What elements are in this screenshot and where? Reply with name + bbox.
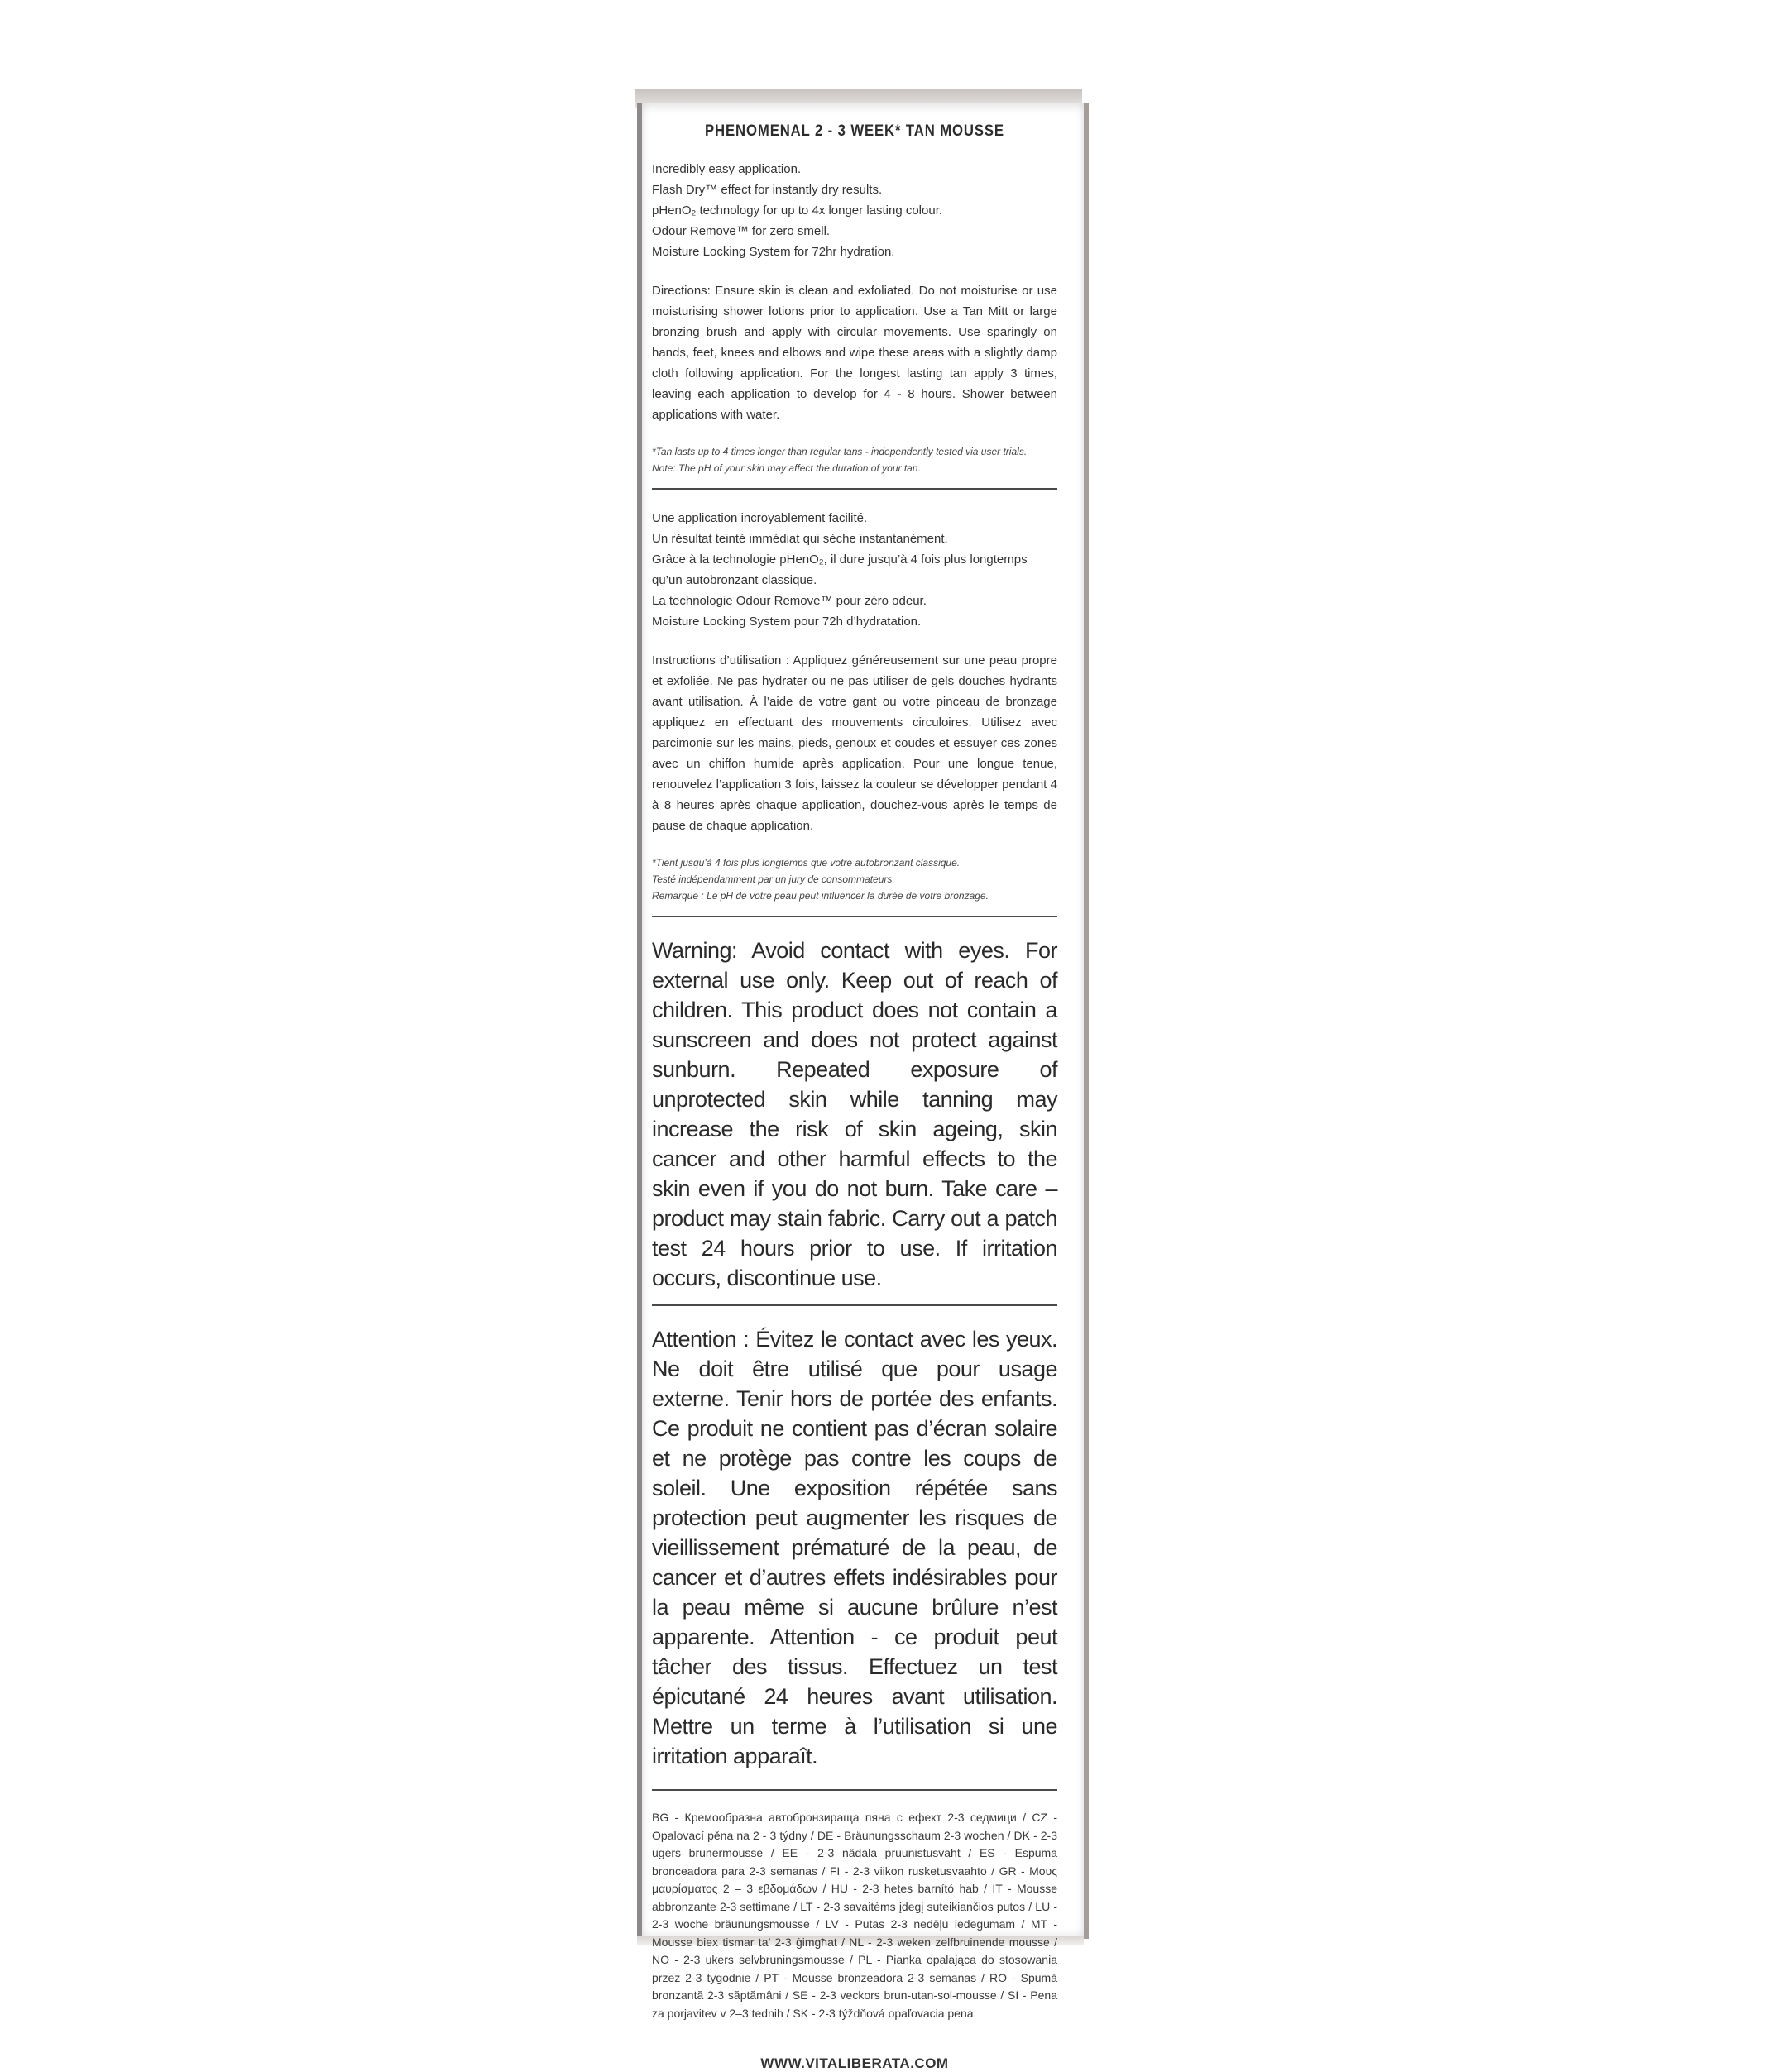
section-divider xyxy=(652,1789,1057,1791)
en-feature-item: Moisture Locking System for 72hr hydration. xyxy=(652,245,895,259)
en-footnotes xyxy=(652,443,1057,476)
en-feature-item: pHenO₂ technology for up to 4x longer lasting colour. xyxy=(652,203,943,218)
warning-en: Warning: Avoid contact with eyes. For external use only. Keep out of reach of children. This product does not contain a sunscreen and does not protect against sunburn. Repeated exposure of unprotected skin while tanning may increase the risk of skin ageing, skin cancer and other harmful effects to the skin even if you do not burn. Take care – product may stain fabric. Carry out a patch test 24 hours prior to use. If irritation occurs, discontinue use. xyxy=(652,938,1057,1290)
product-title: PHENOMENAL 2 - 3 WEEK* TAN MOUSSE xyxy=(705,122,1004,140)
fr-footnote: Remarque : Le pH de votre peau peut influencer la durée de votre bronzage. xyxy=(652,890,989,902)
fr-feature-list xyxy=(652,508,1057,632)
en-feature-item: Incredibly easy application. xyxy=(652,162,802,176)
en-footnote: Note: The pH of your skin may affect the duration of your tan. xyxy=(652,462,921,474)
en-feature-item: Flash Dry™ effect for instantly dry results. xyxy=(652,183,883,197)
fr-feature-item: Un résultat teinté immédiat qui sèche instantanément. xyxy=(652,532,948,546)
en-feature-item: Odour Remove™ for zero smell. xyxy=(652,224,831,238)
en-directions: Directions: Ensure skin is clean and exfoliated. Do not moisturise or use moisturising shower lotions prior to application. Use a Tan Mitt or large bronzing brush and apply with circular movements. Use sparingly on hands, feet, knees and elbows and wipe these areas with a slightly damp cloth following application. For the longest lasting tan apply 3 times, leaving each application to develop for 4 - 8 hours. Shower between applications with water. xyxy=(652,284,1057,422)
fr-footnotes xyxy=(652,854,1057,904)
section-divider xyxy=(652,488,1057,490)
website-url: WWW.VITALIBERATA.COM xyxy=(760,2055,949,2071)
fr-feature-item: Une application incroyablement facilité. xyxy=(652,511,868,525)
warning-fr: Attention : Évitez le contact avec les yeux. Ne doit être utilisé que pour usage externe. Tenir hors de portée des enfants. Ce produit ne contient pas d’écran solaire et ne protège pas contre les coups de soleil. Une exposition répétée sans protection peut augmenter les risques de vieillissement prématuré de la peau, de cancer et d’autres effets indésirables pour la peau même si aucune brûlure n’est apparente. Attention - ce produit peut tâcher des tissus. Effectuez un test épicutané 24 heures avant utilisation. Mettre un terme à l’utilisation si une irritation apparaît. xyxy=(652,1327,1057,1768)
fr-feature-item: Grâce à la technologie pHenO₂, il dure jusqu’à 4 fois plus longtemps qu’un autobronzant classique. xyxy=(652,553,1028,587)
language-translations: BG - Кремообразна автобронзираща пяна с ефект 2-3 седмици / CZ - Opalovací pěna na 2 - 3 týdny / DE - Bräunungsschaum 2-3 wochen / DK - 2-3 ugers brunermousse / EE - 2-3 nädala pruunistusvaht / ES - Espuma bronceadora para 2-3 semanas / FI - 2-3 viikon rusketusvaahto / GR - Μους μαυρίσματος 2 – 3 εβδομάδων / HU - 2-3 hetes barnító hab / IT - Mousse abbronzante 2-3 settimane / LT - 2-3 savaitėms įdegį suteikiančios putos / LU - 2-3 woche bräunungsmousse / LV - Putas 2-3 nedēļu iedegumam / MT - Mousse biex tismar ta’ 2-3 ġimgħat / NL - 2-3 weken zelfbruinende mousse / NO - 2-3 ukers selvbruningsmousse / PL - Pianka opalająca do stosowania przez 2-3 tygodnie / PT - Mousse bronzeadora 2-3 semanas / RO - Spumă bronzantă 2-3 săptămâni / SE - 2-3 veckors brun-utan-sol-mousse / SI - Pena za porjavitev v 2–3 tednih / SK - 2-3 týždňová opaľovacia pena xyxy=(652,1811,1057,2020)
box-label-content xyxy=(652,117,1057,2072)
fr-footnote: Testé indépendamment par un jury de consommateurs. xyxy=(652,873,895,885)
section-divider xyxy=(652,916,1057,917)
fr-feature-item: La technologie Odour Remove™ pour zéro odeur. xyxy=(652,594,927,608)
en-feature-list xyxy=(652,159,1057,262)
section-divider xyxy=(652,1304,1057,1306)
fr-directions: Instructions d’utilisation : Appliquez généreusement sur une peau propre et exfoliée. Ne pas hydrater ou ne pas utiliser de gels douches hydrants avant utilisation. À l’aide de votre gant ou votre pinceau de bronzage appliquez en effectuant des mouvements circuloires. Utilisez avec parcimonie sur les mains, pieds, genoux et coudes et essuyer ces zones avec un chiffon humide après application. Pour une longue tenue, renouvelez l’application 3 fois, laissez la couleur se développer pendant 4 à 8 heures après chaque application, douchez-vous après le temps de pause de chaque application. xyxy=(652,653,1057,833)
fr-feature-item: Moisture Locking System pour 72h d’hydratation. xyxy=(652,615,922,629)
fr-footnote: *Tient jusqu’à 4 fois plus longtemps que votre autobronzant classique. xyxy=(652,857,961,869)
en-footnote: *Tan lasts up to 4 times longer than regular tans - independently tested via user trials. xyxy=(652,446,1028,457)
